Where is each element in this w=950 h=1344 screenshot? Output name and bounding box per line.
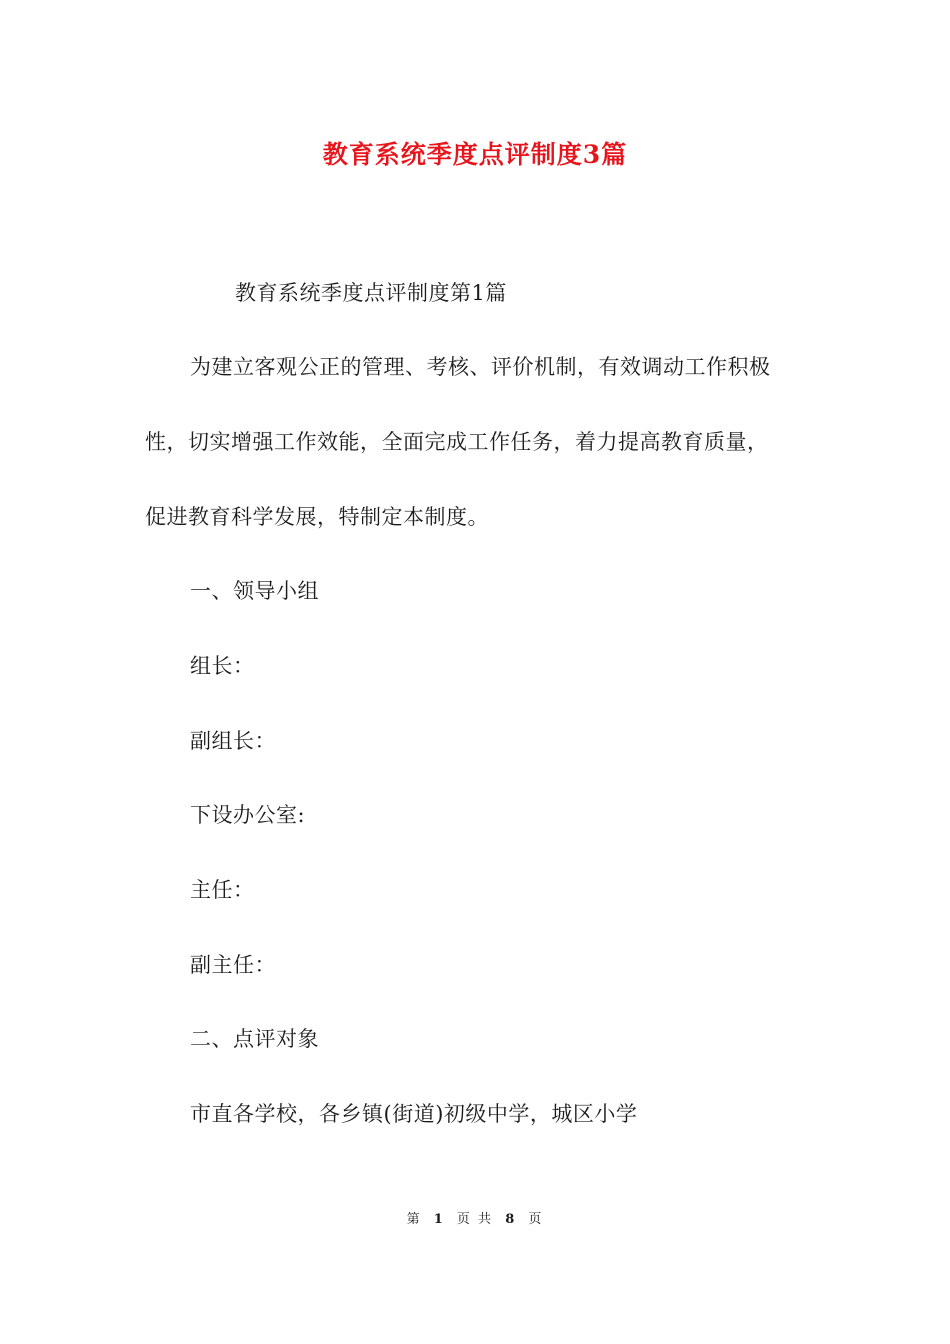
targets-body: 市直各学校，各乡镇(街道)初级中学，城区小学 <box>190 1102 638 1126</box>
director-item: 主任： <box>190 878 255 902</box>
document-title: 教育系统季度点评制度3篇 <box>322 140 628 169</box>
office-item: 下设办公室: <box>190 803 306 827</box>
deputy-leader-item: 副组长： <box>190 729 276 753</box>
leader-item: 组长： <box>190 654 255 678</box>
page-footer <box>0 1208 950 1227</box>
section-heading-targets: 二、点评对象 <box>190 1027 319 1051</box>
footer-current-page: 1 <box>433 1212 445 1227</box>
footer-prefix: 第 <box>406 1212 422 1227</box>
deputy-director-item: 副主任： <box>190 953 276 977</box>
subtitle: 教育系统季度点评制度第1篇 <box>235 281 507 305</box>
footer-suffix: 页 <box>528 1212 544 1227</box>
paragraph-line-1: 为建立客观公正的管理、考核、评价机制，有效调动工作积极 <box>190 355 771 379</box>
paragraph-line-2: 性，切实增强工作效能，全面完成工作任务，着力提高教育质量， <box>145 430 769 454</box>
footer-middle: 页 共 <box>456 1212 494 1227</box>
section-heading-leadership: 一、领导小组 <box>190 579 319 603</box>
paragraph-line-3: 促进教育科学发展，特制定本制度。 <box>145 505 489 529</box>
footer-total-pages: 8 <box>505 1212 517 1227</box>
